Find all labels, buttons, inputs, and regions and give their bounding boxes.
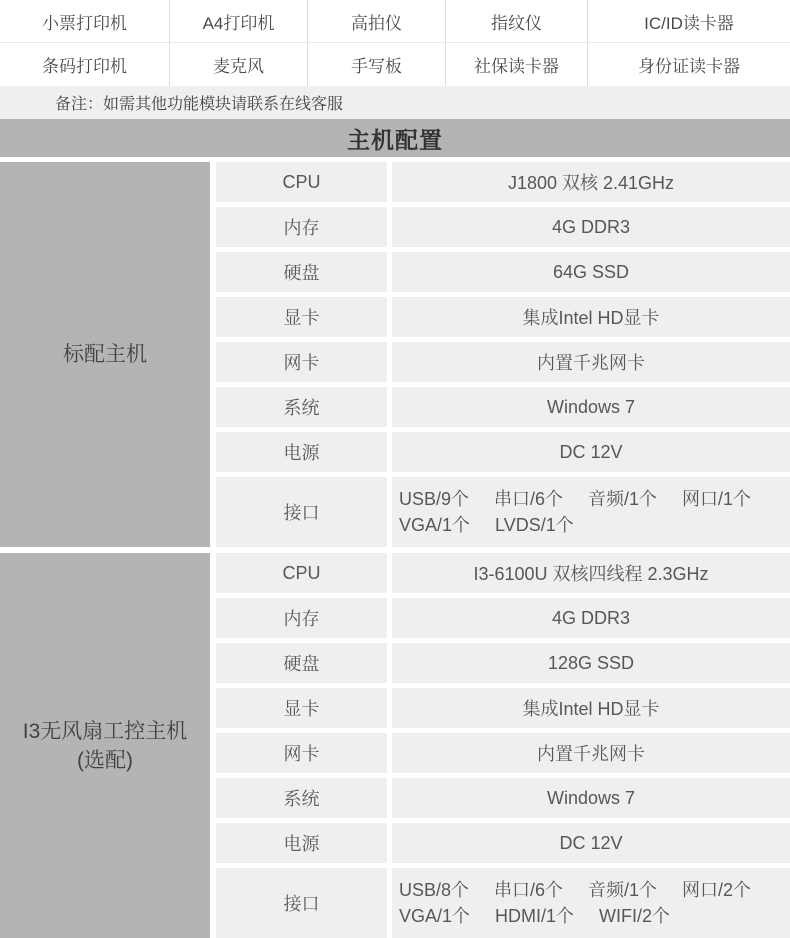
spec-label: 网卡 <box>216 733 387 773</box>
spec-label: 系统 <box>216 387 387 427</box>
spec-rows <box>216 162 790 547</box>
spec-row-nic <box>216 342 790 382</box>
spec-row-os <box>216 778 790 818</box>
spec-value: 128G SSD <box>392 643 790 683</box>
spec-row-os <box>216 387 790 427</box>
spec-value: Windows 7 <box>392 387 790 427</box>
spec-row-power <box>216 432 790 472</box>
spec-row-cpu <box>216 553 790 593</box>
side-label-line: I3无风扇工控主机 <box>22 719 188 743</box>
spec-label: 内存 <box>216 598 387 638</box>
spec-row-interfaces <box>216 477 790 547</box>
peripherals-row <box>0 0 790 43</box>
peripheral-cell-doc-camera: 高拍仪 <box>308 0 446 42</box>
spec-label: 硬盘 <box>216 252 387 292</box>
host-config-title: 主机配置 <box>347 126 443 153</box>
spec-value <box>392 868 790 938</box>
note-bar <box>0 86 790 119</box>
spec-label: 网卡 <box>216 342 387 382</box>
spec-row-disk <box>216 643 790 683</box>
spec-value: 4G DDR3 <box>392 598 790 638</box>
peripheral-cell-microphone: 麦克风 <box>170 43 308 86</box>
interface-line: VGA/1个 LVDS/1个 <box>399 515 574 535</box>
spec-value: 集成Intel HD显卡 <box>392 688 790 728</box>
spec-rows <box>216 553 790 938</box>
spec-value: 集成Intel HD显卡 <box>392 297 790 337</box>
spec-value: 内置千兆网卡 <box>392 342 790 382</box>
spec-label: 接口 <box>216 477 387 547</box>
spec-value: DC 12V <box>392 823 790 863</box>
spec-row-nic <box>216 733 790 773</box>
spec-label: CPU <box>216 553 387 593</box>
peripheral-cell-writing-pad: 手写板 <box>308 43 446 86</box>
peripheral-cell-social-security-reader: 社保读卡器 <box>446 43 588 86</box>
peripherals-row <box>0 43 790 86</box>
spec-row-memory <box>216 598 790 638</box>
spec-value: DC 12V <box>392 432 790 472</box>
peripheral-cell-id-card-reader: 身份证读卡器 <box>638 57 740 76</box>
spec-value: Windows 7 <box>392 778 790 818</box>
spec-value: 4G DDR3 <box>392 207 790 247</box>
spec-label: 显卡 <box>216 688 387 728</box>
side-label-line: (选配) <box>77 748 133 772</box>
section-side-label <box>0 162 210 547</box>
spec-label: 电源 <box>216 823 387 863</box>
peripherals-grid <box>0 0 790 86</box>
interface-line: USB/8个 串口/6个 音频/1个 网口/2个 <box>399 880 752 900</box>
spec-value: 64G SSD <box>392 252 790 292</box>
spec-row-power <box>216 823 790 863</box>
spec-label: 显卡 <box>216 297 387 337</box>
side-label-line: 标配主机 <box>63 343 147 366</box>
spec-label: 内存 <box>216 207 387 247</box>
spec-row-cpu <box>216 162 790 202</box>
spec-row-disk <box>216 252 790 292</box>
peripheral-cell-ic-id-reader: IC/ID读卡器 <box>644 13 734 33</box>
spec-row-memory <box>216 207 790 247</box>
spec-row-gpu <box>216 297 790 337</box>
config-section-standard-host <box>0 162 790 547</box>
peripheral-cell-receipt-printer: 小票打印机 <box>0 0 170 42</box>
spec-label: CPU <box>216 162 387 202</box>
section-side-label <box>0 553 210 938</box>
spec-row-interfaces <box>216 868 790 938</box>
spec-value: J1800 双核 2.41GHz <box>392 162 790 202</box>
spec-label: 硬盘 <box>216 643 387 683</box>
spec-label: 系统 <box>216 778 387 818</box>
spec-value: 内置千兆网卡 <box>392 733 790 773</box>
peripheral-cell-fingerprint: 指纹仪 <box>446 0 588 42</box>
spec-row-gpu <box>216 688 790 728</box>
spec-label: 接口 <box>216 868 387 938</box>
spec-label: 电源 <box>216 432 387 472</box>
spec-value <box>392 477 790 547</box>
spec-value: I3-6100U 双核四线程 2.3GHz <box>392 553 790 593</box>
peripheral-cell-barcode-printer: 条码打印机 <box>0 43 170 86</box>
peripheral-cell-a4-printer: A4打印机 <box>170 0 308 42</box>
host-config-header <box>0 119 790 157</box>
note-text: 备注：如需其他功能模块请联系在线客服 <box>55 96 344 113</box>
interface-line: USB/9个 串口/6个 音频/1个 网口/1个 <box>399 489 752 509</box>
config-section-i3-host <box>0 553 790 938</box>
interface-line: VGA/1个 HDMI/1个 WIFI/2个 <box>399 906 671 926</box>
